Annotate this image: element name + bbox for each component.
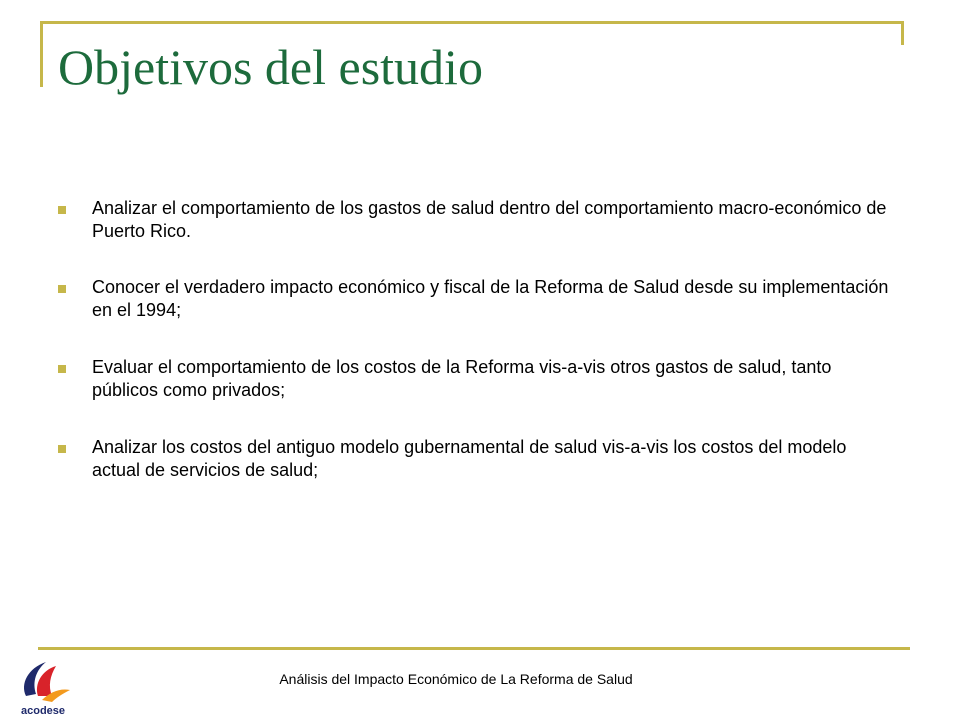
footer-divider (38, 647, 910, 650)
objective-text-2: Conocer el verdadero impacto económico y fiscal de la Reforma de Salud desde su implementación en el 1994; (92, 277, 889, 320)
acodese-logo-icon (12, 656, 74, 706)
square-bullet-icon (58, 206, 66, 214)
frame-left-border (40, 21, 43, 87)
square-bullet-icon (58, 445, 66, 453)
objective-text-1: Analizar el comportamiento de los gastos de salud dentro del comportamiento macro-económico de Puerto Rico. (92, 198, 887, 241)
square-bullet-icon (58, 365, 66, 373)
slide-title: Objetivos del estudio (58, 39, 483, 95)
square-bullet-icon (58, 285, 66, 293)
footer-text: Análisis del Impacto Económico de La Reforma de Salud (279, 671, 633, 687)
logo-text: acodese (20, 705, 66, 717)
frame-top-border (40, 21, 904, 24)
objective-text-4: Analizar los costos del antiguo modelo gubernamental de salud vis-a-vis los costos del modelo actual de servicios de salud; (92, 437, 847, 480)
objective-text-3: Evaluar el comportamiento de los costos de la Reforma vis-a-vis otros gastos de salud, tanto públicos como privados; (92, 357, 832, 400)
frame-right-border (901, 21, 904, 45)
acodese-logo (12, 656, 74, 718)
